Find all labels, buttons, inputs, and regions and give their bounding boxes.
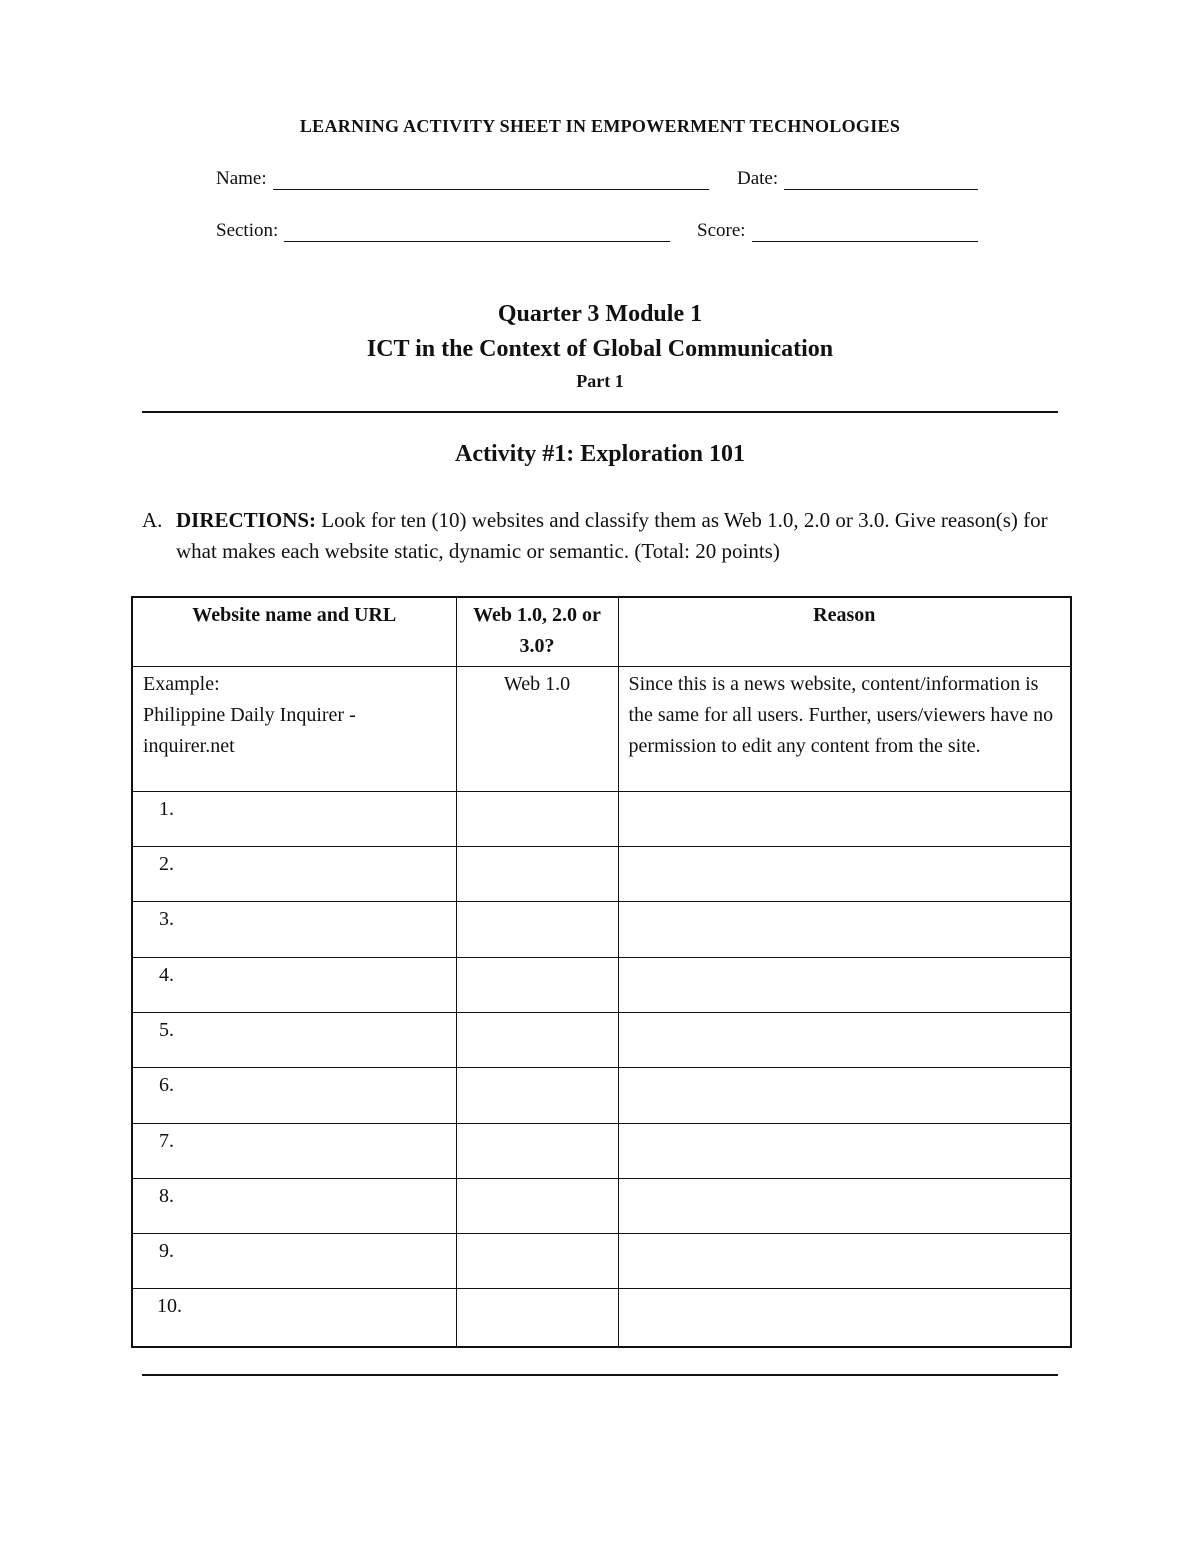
header-website: Website name and URL	[132, 597, 456, 666]
example-label: Example:	[143, 672, 220, 695]
row-number: 9.	[132, 1233, 456, 1288]
classification-cell[interactable]	[456, 1233, 618, 1288]
row-number: 2.	[132, 846, 456, 901]
table-row	[132, 1012, 1071, 1067]
directions-text: Look for ten (10) websites and classify them as Web 1.0, 2.0 or 3.0. Give reason(s) for what makes each website static, dynamic or semantic. (Total: 20 points)	[176, 508, 1048, 563]
row-number: 1.	[132, 791, 456, 846]
reason-cell[interactable]	[618, 1178, 1071, 1233]
row-number: 6.	[132, 1067, 456, 1123]
section-label: Section:	[216, 220, 279, 241]
classification-cell[interactable]	[456, 957, 618, 1012]
name-blank[interactable]	[273, 171, 709, 190]
name-label: Name:	[216, 168, 267, 189]
name-field	[216, 168, 709, 190]
table-row	[132, 1123, 1071, 1178]
score-label: Score:	[697, 220, 746, 241]
reason-cell[interactable]	[618, 1012, 1071, 1067]
reason-cell[interactable]	[618, 957, 1071, 1012]
row-number: 4.	[132, 957, 456, 1012]
classification-cell[interactable]	[456, 901, 618, 957]
reason-cell[interactable]	[618, 791, 1071, 846]
example-classification: Web 1.0	[456, 666, 618, 791]
header-classification: Web 1.0, 2.0 or 3.0?	[456, 597, 618, 666]
example-website: Philippine Daily Inquirer - inquirer.net	[143, 703, 356, 757]
row-number: 3.	[132, 901, 456, 957]
reason-cell[interactable]	[618, 1233, 1071, 1288]
table-row	[132, 1067, 1071, 1123]
date-blank[interactable]	[784, 171, 978, 190]
website-classification-table	[131, 596, 1072, 1348]
classification-cell[interactable]	[456, 791, 618, 846]
row-number: 7.	[132, 1123, 456, 1178]
classification-cell[interactable]	[456, 1123, 618, 1178]
table-row	[132, 1288, 1071, 1347]
table-row	[132, 846, 1071, 901]
classification-cell[interactable]	[456, 1178, 618, 1233]
module-topic: ICT in the Context of Global Communication	[366, 336, 834, 362]
reason-cell[interactable]	[618, 1288, 1071, 1347]
table-row	[132, 791, 1071, 846]
module-quarter: Quarter 3 Module 1	[497, 301, 703, 327]
example-website-cell	[132, 666, 456, 791]
classification-cell[interactable]	[456, 846, 618, 901]
reason-cell[interactable]	[618, 1067, 1071, 1123]
classification-cell[interactable]	[456, 1288, 618, 1347]
classification-cell[interactable]	[456, 1012, 618, 1067]
module-part: Part 1	[576, 371, 624, 391]
reason-cell[interactable]	[618, 1123, 1071, 1178]
directions-label: DIRECTIONS:	[176, 508, 317, 532]
directions-letter: A.	[142, 508, 163, 532]
section-field	[216, 220, 670, 242]
classification-cell[interactable]	[456, 1067, 618, 1123]
reason-cell[interactable]	[618, 846, 1071, 901]
divider-bottom	[142, 1374, 1058, 1376]
row-number: 8.	[132, 1178, 456, 1233]
table-row	[132, 1178, 1071, 1233]
table-header-row	[132, 597, 1071, 666]
divider-top	[142, 411, 1058, 413]
table-row	[132, 957, 1071, 1012]
section-blank[interactable]	[284, 223, 670, 242]
score-blank[interactable]	[752, 223, 978, 242]
sheet-title: LEARNING ACTIVITY SHEET IN EMPOWERMENT TECHNOLOGIES	[299, 116, 901, 136]
date-label: Date:	[737, 168, 779, 189]
directions	[142, 505, 1062, 567]
row-number: 5.	[132, 1012, 456, 1067]
header-reason: Reason	[618, 597, 1071, 666]
table-row	[132, 1233, 1071, 1288]
score-field	[697, 220, 978, 242]
example-reason: Since this is a news website, content/information is the same for all users. Further, users/viewers have no permission to edit any content from the site.	[618, 666, 1071, 791]
date-field	[737, 168, 978, 190]
activity-title: Activity #1: Exploration 101	[455, 441, 745, 467]
row-number: 10.	[132, 1288, 456, 1347]
example-row	[132, 666, 1071, 791]
table-row	[132, 901, 1071, 957]
reason-cell[interactable]	[618, 901, 1071, 957]
